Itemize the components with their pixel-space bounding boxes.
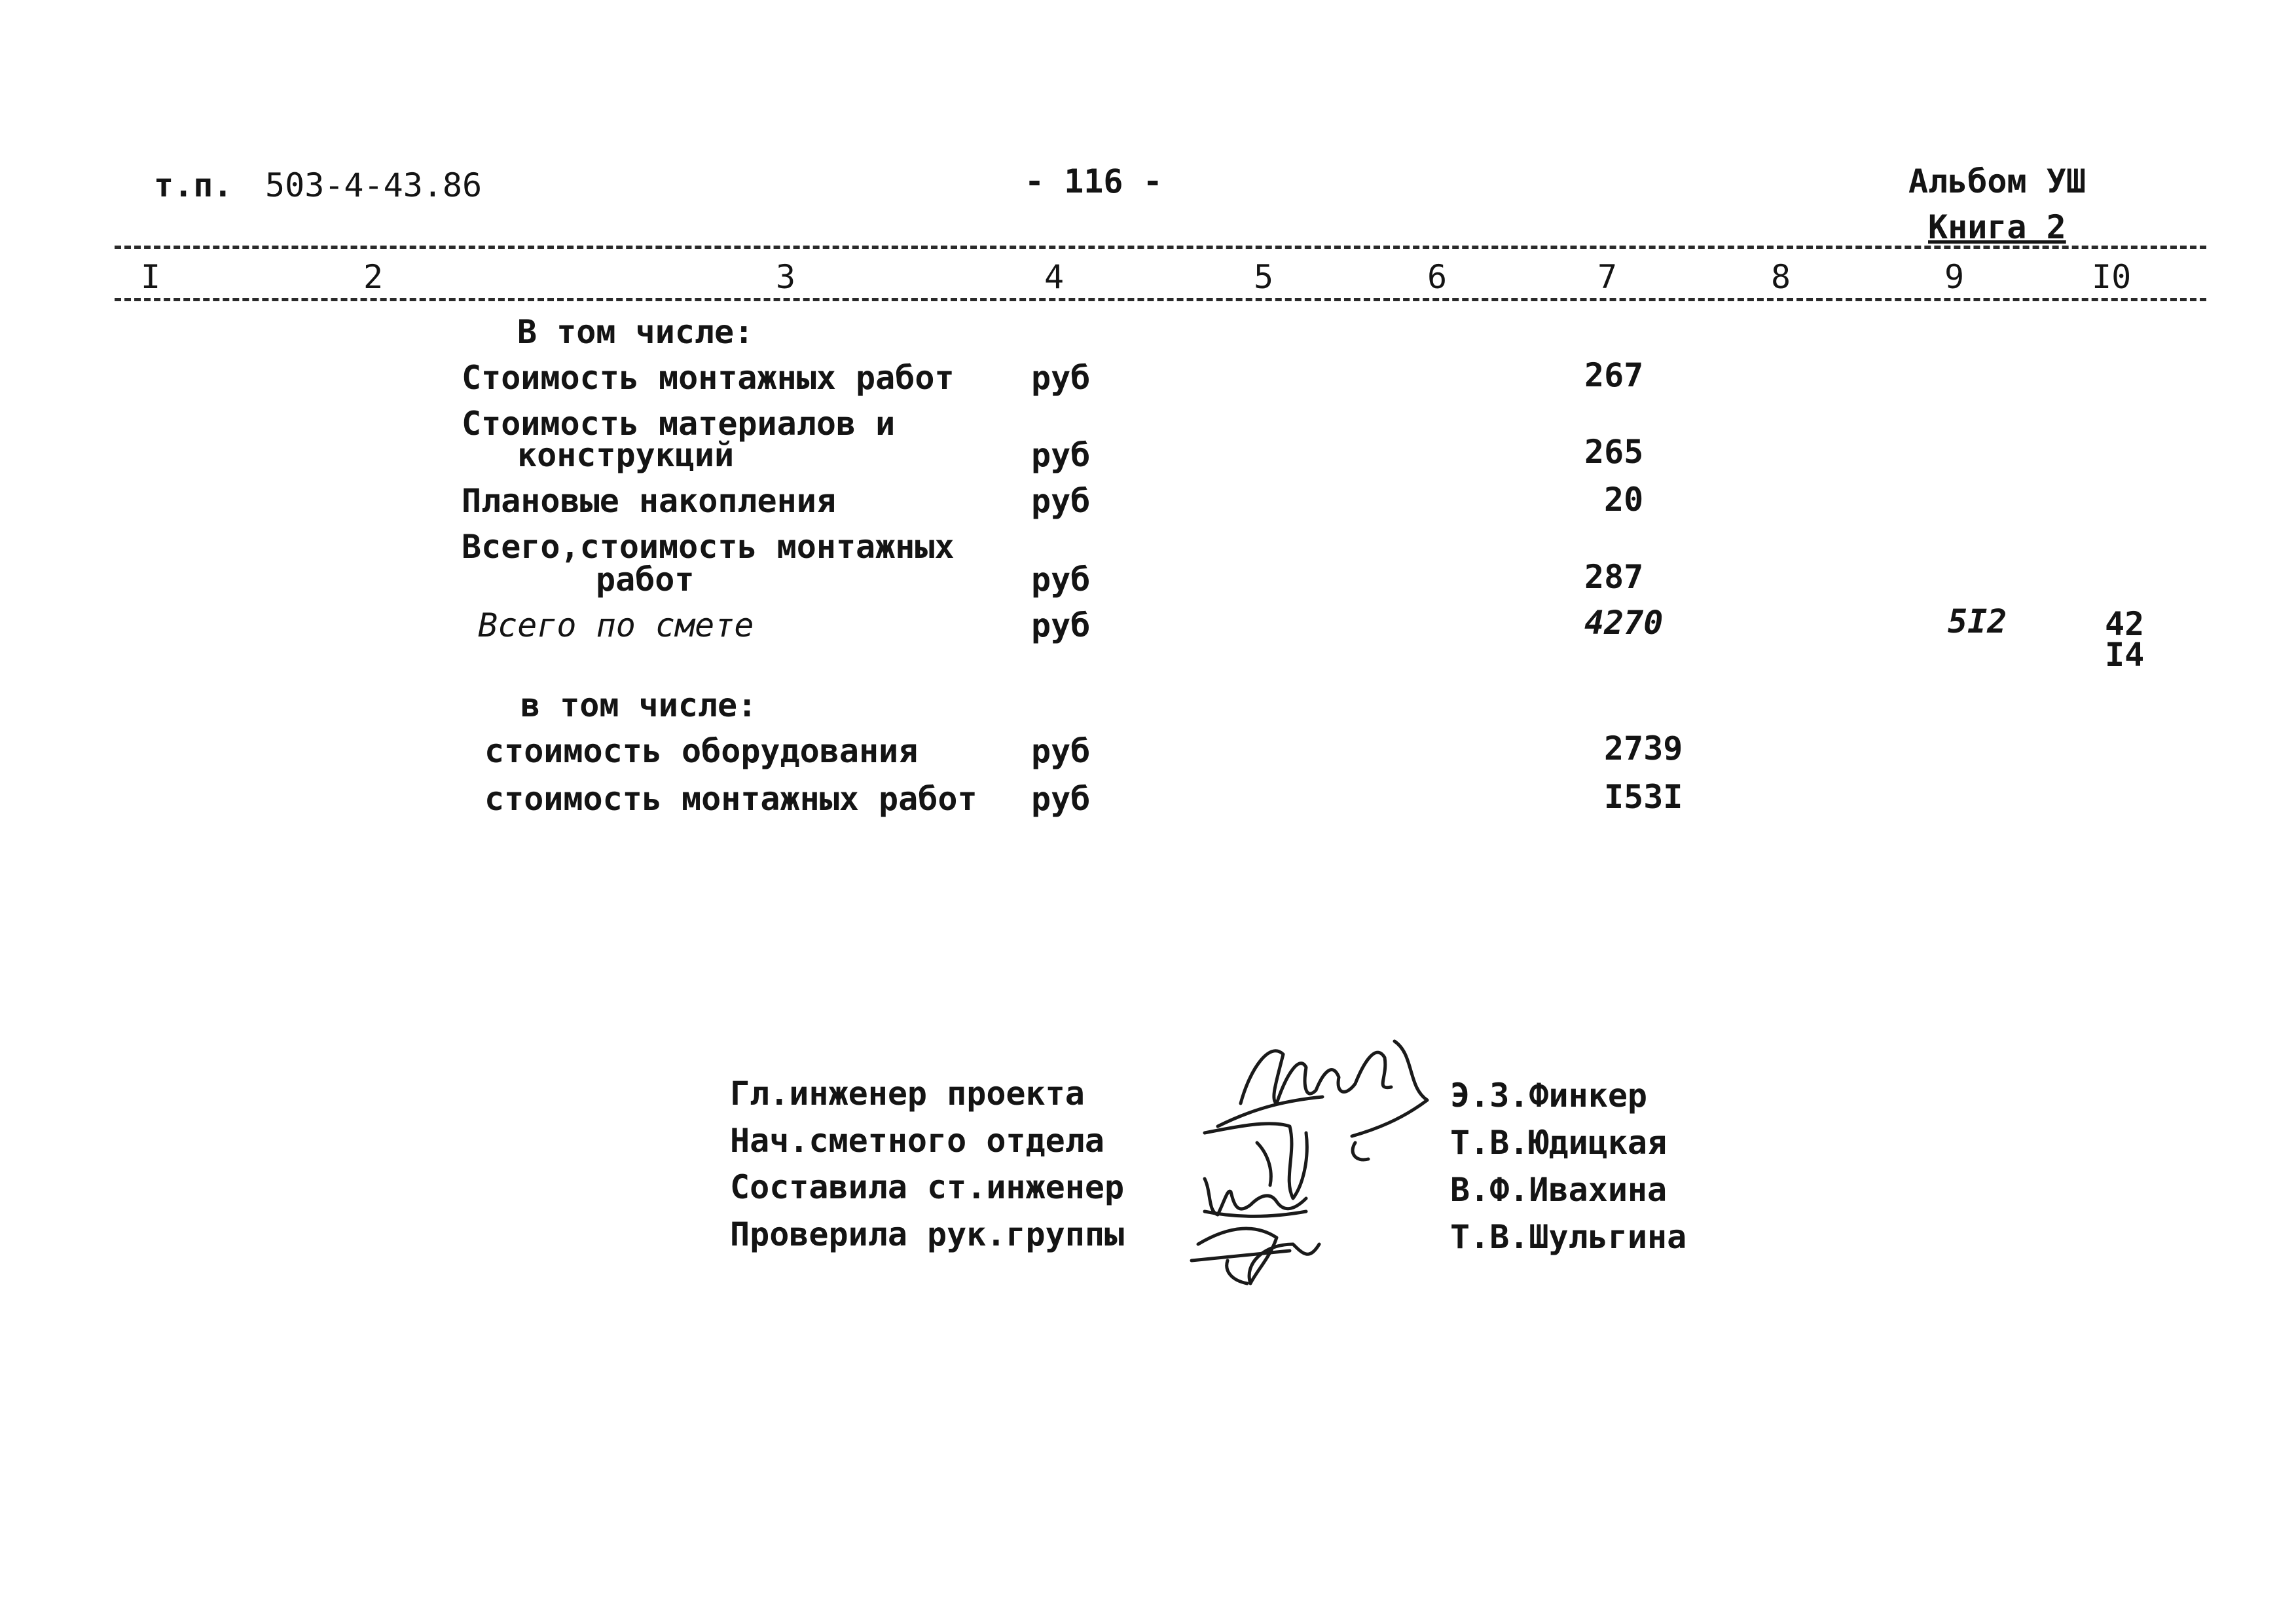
doc-number: 503-4-43.86: [265, 166, 483, 204]
column-number-3: 3: [776, 258, 796, 296]
signatory-name-3: В.Ф.Ивахина: [1450, 1171, 1667, 1209]
incl-heading-1: В том числе:: [517, 313, 754, 351]
column-number-10: I0: [2092, 258, 2132, 296]
total-estimate-col10-line1: 42: [2105, 605, 2145, 643]
materials-cost-name-line1: Стоимость материалов и: [462, 405, 896, 443]
total-estimate-col7: 4270: [1584, 604, 1664, 642]
column-number-2: 2: [363, 258, 384, 296]
install-cost-2-name: стоимость монтажных работ: [484, 780, 977, 818]
planned-savings-unit: руб: [1031, 482, 1091, 520]
column-number-4: 4: [1044, 258, 1065, 296]
signatory-role-1: Гл.инженер проекта: [730, 1075, 1085, 1113]
doc-prefix: т.п.: [154, 166, 233, 204]
install-cost-col7: 267: [1584, 356, 1644, 394]
book-label: Книга 2: [1928, 208, 2066, 246]
total-estimate-col10-line2: I4: [2105, 636, 2145, 674]
column-number-6: 6: [1427, 258, 1448, 296]
total-install-col7: 287: [1584, 558, 1644, 596]
total-install-name-line2: работ: [596, 561, 695, 599]
equipment-cost-unit: руб: [1031, 732, 1091, 770]
column-number-5: 5: [1254, 258, 1274, 296]
materials-cost-col7: 265: [1584, 433, 1644, 471]
install-cost-unit: руб: [1031, 359, 1091, 397]
total-install-name-line1: Всего,стоимость монтажных: [462, 528, 955, 566]
total-install-unit: руб: [1031, 561, 1091, 599]
table-top-rule: [115, 246, 2206, 249]
planned-savings-col7: 20: [1604, 481, 1644, 519]
album-label: Альбом УШ: [1908, 162, 2086, 200]
planned-savings-name: Плановые накопления: [462, 482, 836, 520]
install-cost-name: Стоимость монтажных работ: [462, 359, 955, 397]
signatory-role-2: Нач.сметного отдела: [730, 1122, 1104, 1160]
signatory-name-1: Э.З.Финкер: [1450, 1077, 1648, 1115]
install-cost-2-unit: руб: [1031, 780, 1091, 818]
incl-heading-2: в том числе:: [520, 686, 757, 724]
column-number-8: 8: [1771, 258, 1791, 296]
handwritten-signatures: [1178, 1028, 1467, 1316]
equipment-cost-col7: 2739: [1604, 729, 1683, 767]
signatory-role-3: Составила ст.инженер: [730, 1168, 1125, 1206]
total-estimate-col9: 5I2: [1948, 602, 2007, 640]
column-number-1: I: [141, 258, 161, 296]
column-header-rule: [115, 298, 2206, 301]
column-number-7: 7: [1597, 258, 1618, 296]
column-number-9: 9: [1944, 258, 1965, 296]
materials-cost-unit: руб: [1031, 436, 1091, 474]
signatory-name-2: Т.В.Юдицкая: [1450, 1124, 1667, 1162]
page-number: - 116 -: [1025, 162, 1163, 200]
install-cost-2-col7: I53I: [1604, 778, 1683, 816]
signatory-name-4: Т.В.Шульгина: [1450, 1218, 1687, 1256]
materials-cost-name-line2: конструкций: [517, 436, 735, 474]
signatory-role-4: Проверила рук.группы: [730, 1215, 1125, 1253]
equipment-cost-name: стоимость оборудования: [484, 732, 919, 770]
total-estimate-unit: руб: [1031, 606, 1091, 644]
total-estimate-name: Всего по смете: [478, 606, 754, 644]
